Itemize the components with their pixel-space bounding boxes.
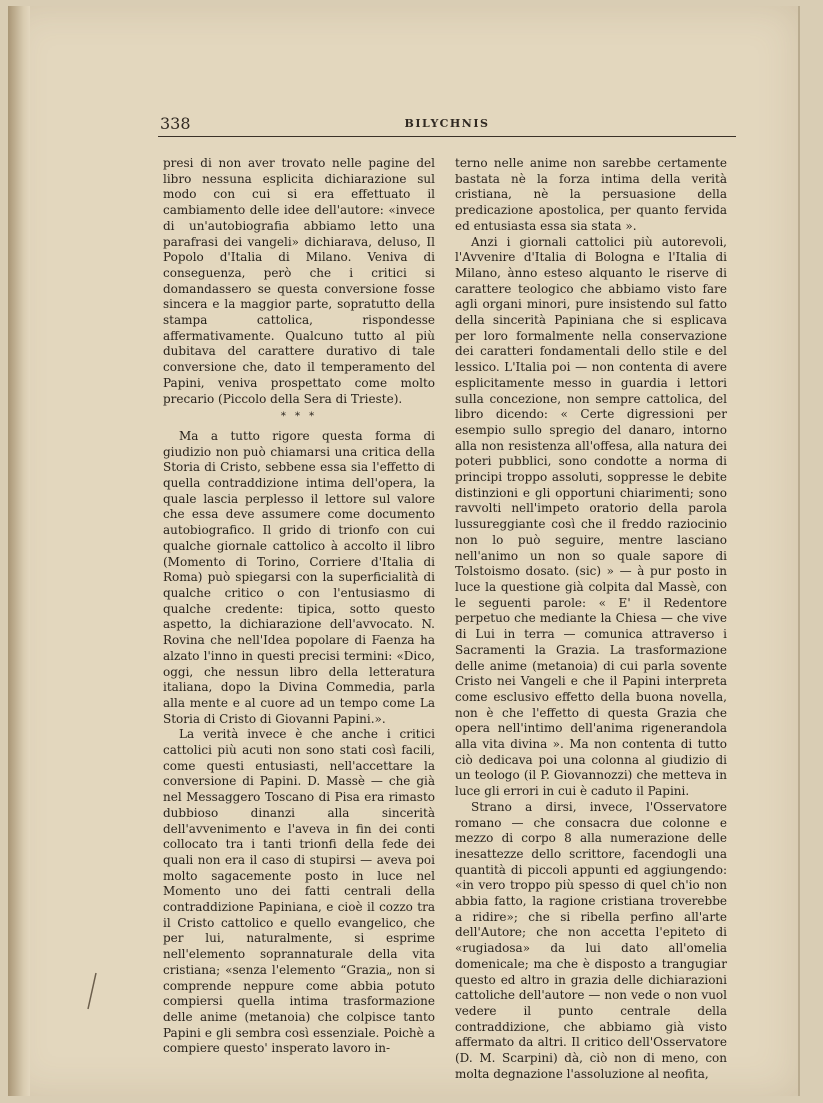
page-binding-edge bbox=[8, 6, 30, 1096]
page-header bbox=[158, 114, 736, 137]
page bbox=[8, 6, 800, 1096]
left-column bbox=[163, 156, 435, 1057]
paragraph: La verità invece è che anche i critici cattolici più acuti non sono stati così facili, come questi entusiasti, nell'accettare la conversione di Papini. D. Massè — che già nel Messaggero Toscano di Pisa era rimasto dubbioso dinanzi alla sincerità dell'avvenimento e l'aveva in fin dei conti collocato tra i tanti trionfi della fede dei quali non era il caso di stupirsi — aveva poi molto sagacemente posto in luce nel Momento uno dei fatti centrali della contraddizione Papiniana, e cioè il cozzo tra il Cristo cattolico e quello evangelico, che per lui, naturalmente, si esprime nell'elemento soprannaturale della vita cristiana; «senza l'elemento “Grazia„ non si comprende neppure come abbia potuto compiersi quella intima trasformazione delle anime (metanoia) che colpisce tanto Papini e gli sembra così essenziale. Poichè a compiere questo' insperato lavoro in- bbox=[163, 727, 435, 1056]
pencil-mark-icon bbox=[84, 971, 100, 1011]
right-column bbox=[455, 156, 727, 1082]
page-number: 338 bbox=[160, 114, 191, 133]
paragraph: presi di non aver trovato nelle pagine del libro nessuna esplicita dichiarazione sul modo con cui si era effettuato il cambiamento delle idee dell'autore: «invece di un'autobiografia abbiamo letto una parafrasi dei vangeli» dichiarava, deluso, Il Popolo d'Italia di Milano. Veniva di conseguenza, però che i critici si domandassero se questa conversione fosse sincera e la maggior parte, sopratutto della stampa cattolica, rispondesse affermativamente. Qualcuno tutto al più dubitava del carattere durativo di tale conversione che, dato il temperamento del Papini, veniva prospettato come molto precario (Piccolo della Sera di Trieste). bbox=[163, 156, 435, 406]
paragraph: Strano a dirsi, invece, l'Osservatore romano — che consacra due colonne e mezzo di corpo 8 alla numerazione delle inesattezze dello scrittore, facendogli una quantità di piccoli appunti ed aggiungendo: «in vero troppo più spesso di quel ch'io non abbia fatto, la ragione cristiana troverebbe a ridire»; che si ribella perfino all'arte dell'Autore; che non accetta l'epiteto di «rugiadosa» da lui dato all'omelia domenicale; ma che è disposto a trangugiar questo ed altro in grazia delle dichiarazioni cattoliche dell'autore — non vede o non vuol vedere il punto centrale della contraddizione, che abbiamo già visto affermato da altri. Il critico dell'Osservatore (D. M. Scarpini) dà, ciò non di meno, con molta degnazione l'assoluzione al neofita, bbox=[455, 799, 727, 1081]
section-separator: * * * bbox=[280, 411, 318, 423]
paragraph: terno nelle anime non sarebbe certamente bastata nè la forza intima della verità cristiana, nè la persuasione della predicazione apostolica, per quanto fervida ed entusiasta essa sia stata ». bbox=[455, 156, 727, 233]
paragraph: Anzi i giornali cattolici più autorevoli, l'Avvenire d'Italia di Bologna e l'Italia di Milano, ànno esteso alquanto le riserve di carattere teologico che abbiamo visto fare agli organi minori, pure insistendo sul fatto della sincerità Papiniana che si esplicava per loro formalmente nella conservazione dei caratteri fondamentali dello stile e del lessico. L'Italia poi — non contenta di avere esplicitamente messo in guardia i lettori sulla concezione, non sempre cattolica, del libro dicendo: « Certe digressioni per esempio sullo spregio del danaro, intorno alla non resistenza all'offesa, alla natura dei poteri pubblici, sono condotte a norma di principi troppo assoluti, soppresse le debite distinzioni e gli opportuni chiarimenti; sono ravvolti nell'impeto oratorio della parola lussureggiante così che il freddo raziocinio non lo può seguire, mentre lasciano nell'animo un non so quale sapore di Tolstoismo dosato. (sic) » — à pur posto in luce la questione già colpita dal Massè, con le seguenti parole: « E' il Redentore perpetuo che mediante la Chiesa — che vive di Lui in terra — comunica attraverso i Sacramenti la Grazia. La trasformazione delle anime (metanoia) di cui parla sovente Cristo nei Vangeli e che il Papini interpreta come esclusivo effetto della buona novella, non è che l'effetto di questa Grazia che opera nell'intimo dell'anima rigenerandola alla vita divina ». Ma non contenta di tutto ciò dedicava poi una colonna al giudizio di un teologo (il P. Giovannozzi) che metteva in luce gli errori in cui è caduto il Papini. bbox=[455, 234, 727, 799]
running-title: BILYCHNIS bbox=[404, 117, 490, 130]
paragraph: Ma a tutto rigore questa forma di giudizio non può chiamarsi una critica della Storia di Cristo, sebbene essa sia l'effetto di quella contraddizione intima dell'opera, la quale lascia perplesso il lettore sul valore che essa deve assumere come documento autobiografico. Il grido di trionfo con cui qualche giornale cattolico à accolto il libro (Momento di Torino, Corriere d'Italia di Roma) può spiegarsi con la superficialità di qualche critico o con l'entusiasmo di qualche credente: tipica, sotto questo aspetto, la dichiarazione dell'avvocato. N. Rovina che nell'Idea popolare di Faenza ha alzato l'inno in questi precisi termini: «Dico, oggi, che nessun libro della letteratura italiana, dopo la Divina Commedia, parla alla mente e al cuore ad un tempo come La Storia di Cristo di Giovanni Papini.». bbox=[163, 428, 435, 726]
